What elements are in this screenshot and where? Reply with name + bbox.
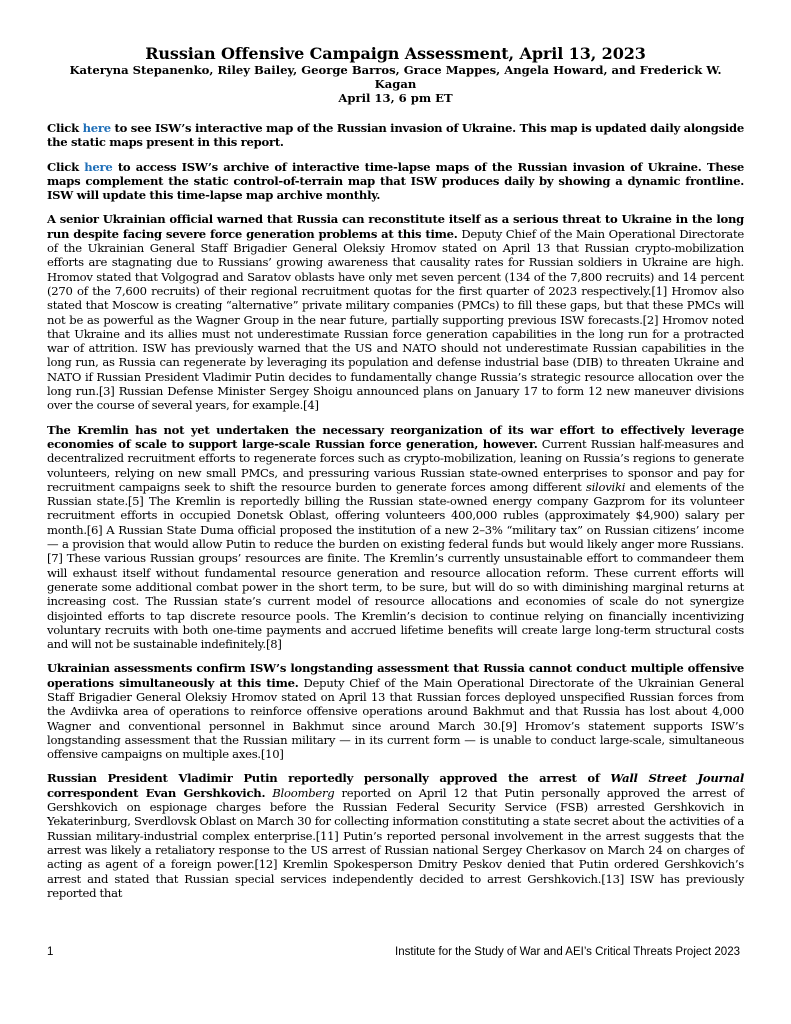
section-lead-italic: Wall Street Journal — [610, 771, 744, 786]
intro-time-lapse-archive — [47, 160, 744, 203]
page-number: 1 — [47, 946, 54, 958]
section-lead: Ukrainian assessments confirm ISW’s longstanding assessment that Russia cannot conduct multiple offensive operations simultaneously at this time. — [47, 661, 744, 690]
section-body: Deputy Chief of the Main Operational Directorate of the Ukrainian General Staff Brigadier General Oleksiy Hromov stated on April 13 that Russian forces deployed unspecified Russian forces from the Avdiivka area of operations to reinforce offensive operations around Bakhmut and that Russia has lost about 4,000 Wagner and conventional personnel in Bakhmut since around March 30.[9] Hromov’s statement supports ISW’s longstanding assessment that the Russian military — in its current form — is unable to conduct large-scale, simultaneous offensive campaigns on multiple axes.[10] — [47, 675, 744, 762]
document-page — [47, 44, 744, 910]
intro-interactive-map — [47, 121, 744, 150]
time-lapse-archive-link[interactable]: here — [84, 159, 113, 174]
section-body: reported on April 12 that Putin personally approved the arrest of Gershkovich on espionage charges before the Russian Federal Security Service (FSB) arrested Gershkovich in Yekaterinburg, Sverdlovsk Oblast on March 30 for collecting information constituting a state secret about the activities of a Russian military-industrial complex enterprise.[11] Putin’s reported personal involvement in the arrest suggests that the arrest was likely a retaliatory response to the US arrest of Russian national Sergey Cherkasov on March 24 on charges of acting as agent of a foreign power.[12] Kremlin Spokesperson Dmitry Peskov denied that Putin ordered Gershkovich’s arrest and stated that Russian special services independently decided to arrest Gershkovich.[13] ISW has previously reported that — [47, 785, 744, 900]
report-authors: Kateryna Stepanenko, Riley Bailey, George Barros, Grace Mappes, Angela Howard, and Frederick W. Kagan — [69, 63, 722, 91]
section-gershkovich-arrest — [47, 771, 744, 900]
intro-text: Click — [47, 121, 79, 135]
footer-organization: Institute for the Study of War and AEI’s Critical Threats Project 2023 — [395, 946, 740, 958]
intro-text: to see ISW’s interactive map of the Russian invasion of Ukraine. This map is updated daily alongside the static maps present in this report. — [47, 121, 744, 150]
section-force-generation-threat — [47, 212, 744, 412]
section-lead-text: Russian President Vladimir Putin reportedly personally approved the arrest of — [47, 771, 600, 786]
section-lead-text: correspondent Evan Gershkovich. — [47, 785, 266, 800]
section-body-italic: Bloomberg — [272, 785, 335, 800]
intro-text: Click — [47, 159, 79, 174]
section-simultaneous-offensives — [47, 661, 744, 761]
section-body: Current Russian half-measures and decentralized recruitment efforts to regenerate forces such as crypto-mobilization, leaning on Russia’s regions to generate volunteers, relying on new small PMCs, and pressuring various Russian state-owned enterprises to sponsor and pay for recruitment campaigns seek to shift the resource burden to generate forces among different — [47, 436, 744, 494]
section-kremlin-reorganization — [47, 423, 744, 652]
section-body-italic: siloviki — [585, 479, 626, 494]
section-body: and elements of the Russian state.[5] The Kremlin is reportedly billing the Russian state-owned energy company Gazprom for its volunteer recruitment efforts in occupied Donetsk Oblast, offering volunteers 400,000 rubles (approximately $4,900) salary per month.[6] A Russian State Duma official proposed the institution of a new 2–3% “military tax” on Russian citizens’ income — a provision that would allow Putin to reduce the burden on existing federal funds but would likely anger more Russians.[7] These various Russian groups’ resources are finite. The Kremlin’s currently unsustainable effort to commandeer them will exhaust itself without fundamental resource generation and resource allocation reform. These current efforts will generate some additional combat power in the short term, to be sure, but will do so with diminishing marginal returns at increasing cost. The Russian state’s current model of resource allocations and economies of scale do not synergize disjointed efforts to tap discrete resource pools. The Kremlin’s decision to continue relying on financially incentivizing voluntary recruits with both one-time payments and accrued lifetime benefits will create large long-term structural costs and will not be sustainable indefinitely.[8] — [47, 479, 744, 652]
page-footer — [47, 946, 744, 962]
interactive-map-link[interactable]: here — [82, 121, 111, 135]
section-lead: A senior Ukrainian official warned that Russia can reconstitute itself as a serious threat to Ukraine in the long run despite facing severe force generation problems at this time. — [47, 212, 744, 241]
report-title: Russian Offensive Campaign Assessment, April 13, 2023 — [145, 44, 646, 63]
section-lead: The Kremlin has not yet undertaken the necessary reorganization of its war effort to effectively leverage economies of scale to support large-scale Russian force generation, however. — [47, 422, 744, 451]
section-body: Deputy Chief of the Main Operational Directorate of the Ukrainian General Staff Brigadier General Oleksiy Hromov stated on April 13 that Russian crypto-mobilization efforts are stagnating due to Russians’ growing awareness that causality rates for Russian soldiers in Ukraine are high. Hromov stated that Volgograd and Saratov oblasts have only met seven percent (134 of the 7,800 recruits) and 14 percent (270 of the 7,600 recruits) of their regional recruitment quotas for the first quarter of 2023 respectively.[1] Hromov also stated that Moscow is creating “alternative” private military companies (PMCs) to fill these gaps, but that these PMCs will not be as powerful as the Wagner Group in the near future, partially supporting previous ISW forecasts.[2] Hromov noted that Ukraine and its allies must not underestimate Russian force generation capabilities in the long run for a protracted war of attrition. ISW has previously warned that the US and NATO should not underestimate Russian capabilities in the long run, as Russia can regenerate by leveraging its population and defense industrial base (DIB) to threaten Ukraine and NATO if Russian President Vladimir Putin decides to fundamentally change Russia’s strategic resource allocation over the long run.[3] Russian Defense Minister Sergey Shoigu announced plans on January 17 to form 12 new maneuver divisions over the course of several years, for example.[4] — [47, 226, 744, 413]
report-date: April 13, 6 pm ET — [338, 91, 453, 105]
intro-text: to access ISW’s archive of interactive time-lapse maps of the Russian invasion of Ukraine. These maps complement the static control-of-terrain map that ISW produces daily by showing a dynamic frontline. ISW will update this time-lapse map archive monthly. — [47, 159, 744, 203]
